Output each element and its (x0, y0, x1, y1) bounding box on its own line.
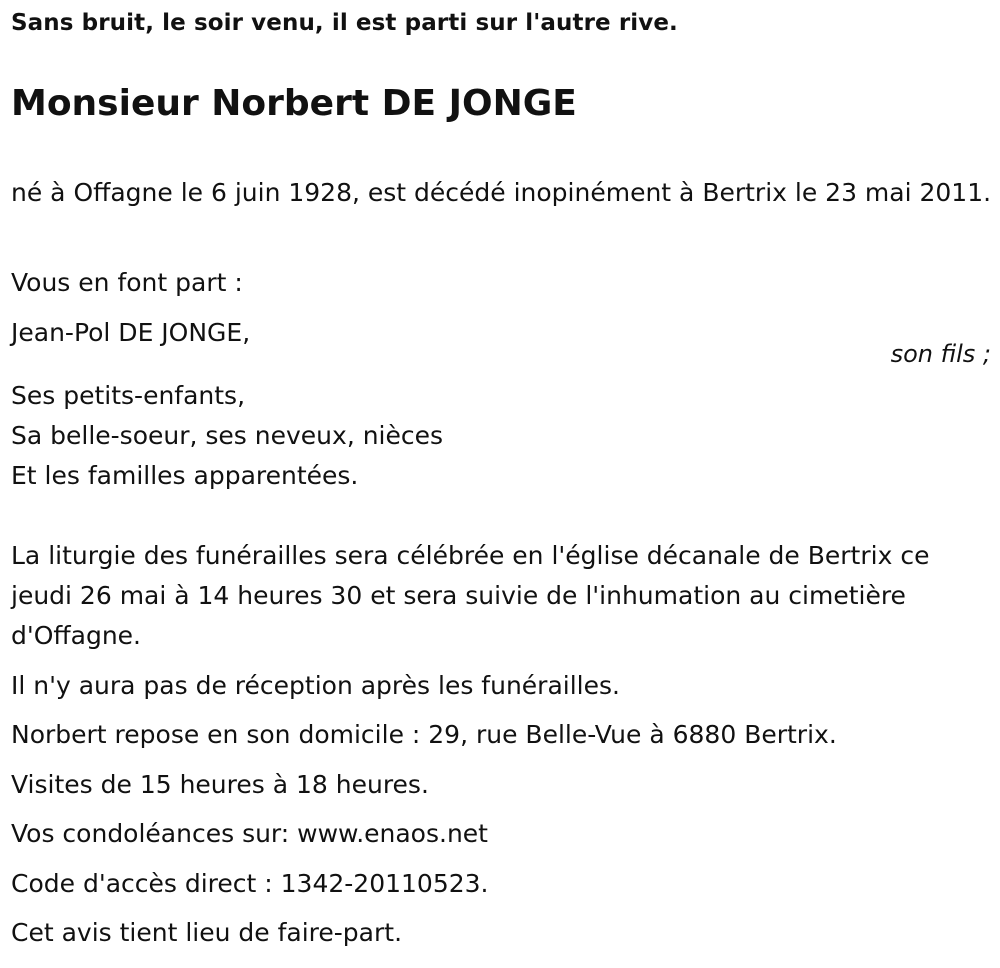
son-relation: son fils ; (890, 340, 991, 368)
son-name: Jean-Pol DE JONGE, (11, 318, 251, 347)
condolences-text: Vos condoléances sur: www.enaos.net (11, 819, 488, 848)
family-list (11, 376, 996, 496)
epigraph: Sans bruit, le soir venu, il est parti sur l'autre rive. (11, 10, 678, 36)
deceased-name: Monsieur Norbert DE JONGE (11, 83, 577, 124)
repose-text: Norbert repose en son domicile : 29, rue Belle-Vue à 6880 Bertrix. (11, 720, 837, 749)
liturgy-text: La liturgie des funérailles sera célébrée en l'église décanale de Bertrix ce jeudi 26 mai à 14 heures 30 et sera suivie de l'inhumation au cimetière d'Offagne. (11, 541, 930, 650)
closing-text: Cet avis tient lieu de faire-part. (11, 918, 403, 947)
no-reception-text: Il n'y aura pas de réception après les funérailles. (11, 671, 620, 700)
family-line: Ses petits-enfants, (11, 381, 246, 410)
birth-death-text: né à Offagne le 6 juin 1928, est décédé inopinément à Bertrix le 23 mai 2011. (11, 178, 992, 207)
visits-text: Visites de 15 heures à 18 heures. (11, 770, 429, 799)
family-line: Et les familles apparentées. (11, 461, 359, 490)
family-line: Sa belle-soeur, ses neveux, nièces (11, 421, 444, 450)
announcement-intro: Vous en font part : (11, 268, 243, 297)
access-code-text: Code d'accès direct : 1342-20110523. (11, 869, 489, 898)
